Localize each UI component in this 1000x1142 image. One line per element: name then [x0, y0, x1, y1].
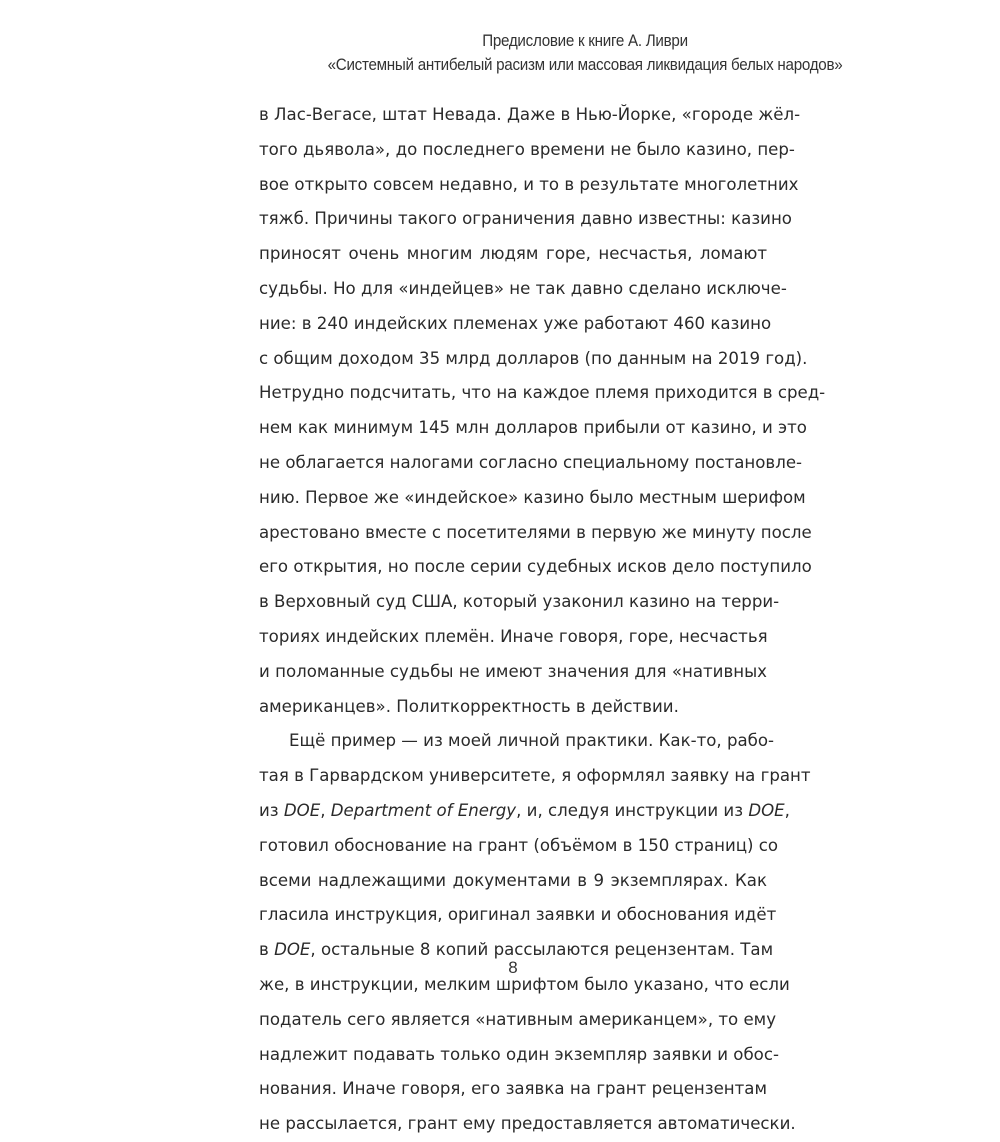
- text-segment: гласила инструкция, оригинал заявки и обоснования идёт: [259, 905, 777, 925]
- text-line: [259, 98, 801, 133]
- header-line-1: Предисловие к книге А. Ливри: [482, 32, 688, 50]
- text-segment: не рассылается, грант ему предоставляется автоматически.: [259, 1114, 796, 1134]
- text-segment: из: [259, 800, 284, 820]
- text-line: [259, 1003, 777, 1038]
- text-segment: в Верховный суд США, который узаконил казино на терри-: [259, 592, 780, 612]
- text-segment: с общим доходом 35 млрд долларов (по данным на 2019 год).: [259, 348, 808, 368]
- page-number: 8: [508, 958, 518, 977]
- header-line-2: «Системный антибелый расизм или массовая ликвидация белых народов»: [327, 56, 843, 74]
- text-segment: надлежит подавать только один экземпляр заявки и обос-: [259, 1044, 779, 1064]
- text-segment: вое открыто совсем недавно, и то в результате многолетних: [259, 174, 799, 194]
- text-line: [259, 202, 792, 237]
- text-line: [259, 620, 767, 655]
- italic-term: DOE: [274, 940, 311, 960]
- text-segment: ,: [320, 800, 331, 820]
- text-line: [259, 376, 826, 411]
- text-line: [259, 237, 767, 272]
- text-segment: , и, следуя инструкции из: [516, 800, 749, 820]
- text-line: [259, 655, 767, 690]
- text-segment: податель сего является «нативным американцем», то ему: [259, 1009, 777, 1029]
- text-line: [259, 550, 812, 585]
- text-segment: , остальные 8 копий рассылаются рецензентам. Там: [310, 940, 774, 960]
- text-line: [259, 724, 775, 759]
- text-segment: тяжб. Причины такого ограничения давно известны: казино: [259, 209, 792, 229]
- italic-term: DOE: [748, 800, 785, 820]
- body-text: [259, 98, 826, 1142]
- text-segment: нию. Первое же «индейское» казино было местным шерифом: [259, 487, 806, 507]
- text-line: [259, 446, 803, 481]
- italic-term: DOE: [283, 800, 321, 820]
- text-segment: и поломанные судьбы не имеют значения для «нативных: [259, 661, 767, 681]
- text-segment: его открытия, но после серии судебных исков дело поступило: [259, 557, 812, 577]
- text-line: [259, 1072, 767, 1107]
- text-line: [259, 168, 799, 203]
- text-segment: Нетрудно подсчитать, что на каждое племя приходится в сред-: [259, 383, 826, 403]
- text-segment: готовил обоснование на грант (объёмом в 150 страниц) со: [259, 835, 779, 855]
- text-line: [259, 794, 790, 829]
- text-line: [259, 272, 787, 307]
- italic-term: Department of Energy: [330, 800, 517, 820]
- text-line: [259, 1107, 796, 1142]
- text-line: [259, 307, 772, 342]
- text-segment: же, в инструкции, мелким шрифтом было указано, что если: [259, 974, 790, 994]
- text-line: [259, 1038, 779, 1073]
- text-segment: в: [259, 940, 275, 960]
- text-segment: всеми надлежащими документами в 9 экземплярах. Как: [259, 870, 767, 890]
- running-header: [47, 29, 967, 77]
- text-line: [259, 342, 808, 377]
- text-segment: нем как минимум 145 млн долларов прибыли от казино, и это: [259, 418, 807, 438]
- text-line: [259, 690, 767, 725]
- text-segment: не облагается налогами согласно специальному постановле-: [259, 452, 803, 472]
- text-line: [259, 829, 779, 864]
- text-segment: в Лас-Вегасе, штат Невада. Даже в Нью-Йорке, «городе жёл-: [259, 105, 801, 124]
- text-line: [259, 585, 780, 620]
- text-segment: ние: в 240 индейских племенах уже работают 460 казино: [259, 313, 772, 333]
- text-segment: нования. Иначе говоря, его заявка на грант рецензентам: [259, 1079, 767, 1099]
- text-segment: арестовано вместе с посетителями в первую же минуту после: [259, 522, 812, 542]
- text-line: [259, 411, 807, 446]
- text-line: [259, 481, 806, 516]
- text-segment: ториях индейских племён. Иначе говоря, горе, несчастья: [259, 626, 768, 646]
- text-line: [259, 759, 811, 794]
- text-line: [259, 133, 795, 168]
- text-segment: того дьявола», до последнего времени не было казино, пер-: [259, 139, 795, 159]
- text-segment: Ещё пример — из моей личной практики. Как-то, рабо-: [289, 731, 775, 751]
- text-segment: приносят очень многим людям горе, несчастья, ломают: [259, 244, 767, 264]
- text-line: [259, 898, 777, 933]
- text-segment: тая в Гарвардском университете, я оформлял заявку на грант: [259, 766, 811, 786]
- text-line: [259, 516, 812, 551]
- text-segment: судьбы. Но для «индейцев» не так давно сделано исключе-: [259, 278, 787, 298]
- text-segment: американцев». Политкорректность в действии.: [259, 696, 679, 716]
- text-line: [259, 864, 767, 899]
- text-segment: ,: [784, 800, 790, 820]
